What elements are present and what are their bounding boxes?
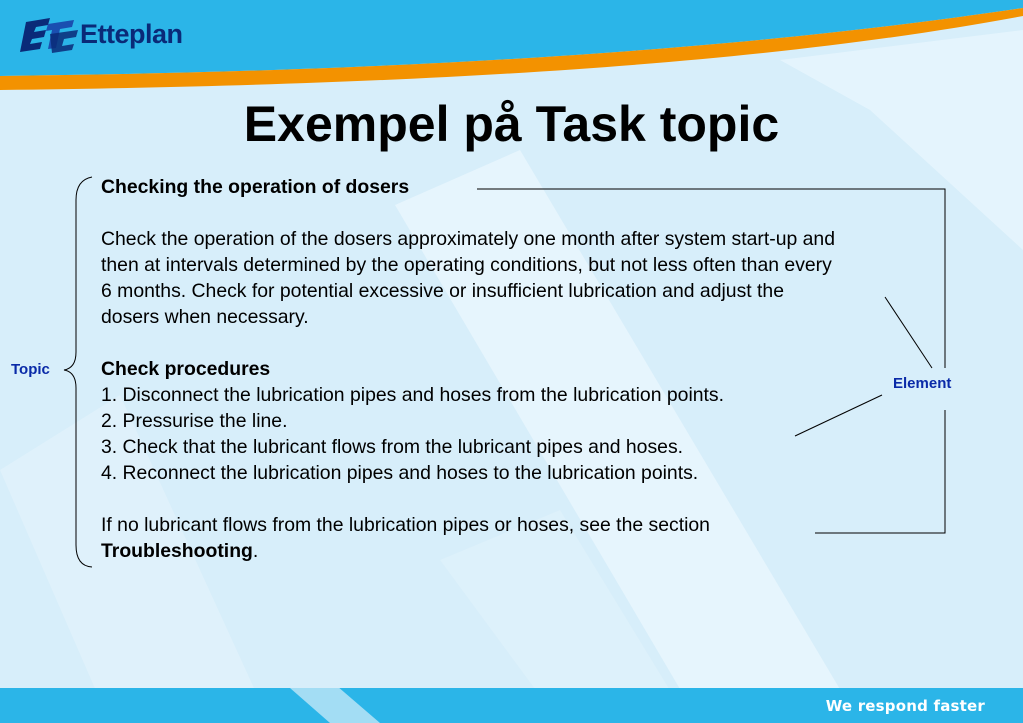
task-heading: Checking the operation of dosers — [101, 176, 410, 198]
procedure-step: 1. Disconnect the lubrication pipes and hoses from the lubrication points. — [101, 384, 725, 406]
element-label: Element — [893, 375, 952, 392]
slogan: We respond faster — [825, 697, 985, 715]
topic-label: Topic — [11, 361, 50, 378]
footer-note-continued — [101, 538, 941, 564]
procedures-heading: Check procedures — [101, 358, 271, 380]
etteplan-logo — [20, 14, 183, 54]
etteplan-logo-icon — [20, 14, 80, 54]
footer-note: If no lubricant flows from the lubrication pipes or hoses, see the section — [101, 514, 710, 536]
intro-line: then at intervals determined by the operating conditions, but not less often than every — [101, 254, 832, 276]
procedure-step: 2. Pressurise the line. — [101, 410, 288, 432]
troubleshooting-link[interactable]: Troubleshooting — [101, 540, 253, 562]
slide-title: Exempel på Task topic — [243, 96, 780, 152]
procedure-step: 4. Reconnect the lubrication pipes and hoses to the lubrication points. — [101, 462, 699, 484]
task-topic-content — [101, 174, 941, 564]
intro-line: dosers when necessary. — [101, 306, 309, 328]
logo-wordmark: Etteplan — [80, 18, 183, 49]
procedure-step: 3. Check that the lubricant flows from the lubricant pipes and hoses. — [101, 436, 684, 458]
intro-line: 6 months. Check for potential excessive or insufficient lubrication and adjust the — [101, 280, 784, 302]
footer-period: . — [252, 540, 259, 562]
intro-line: Check the operation of the dosers approximately one month after system start-up and — [101, 228, 836, 250]
